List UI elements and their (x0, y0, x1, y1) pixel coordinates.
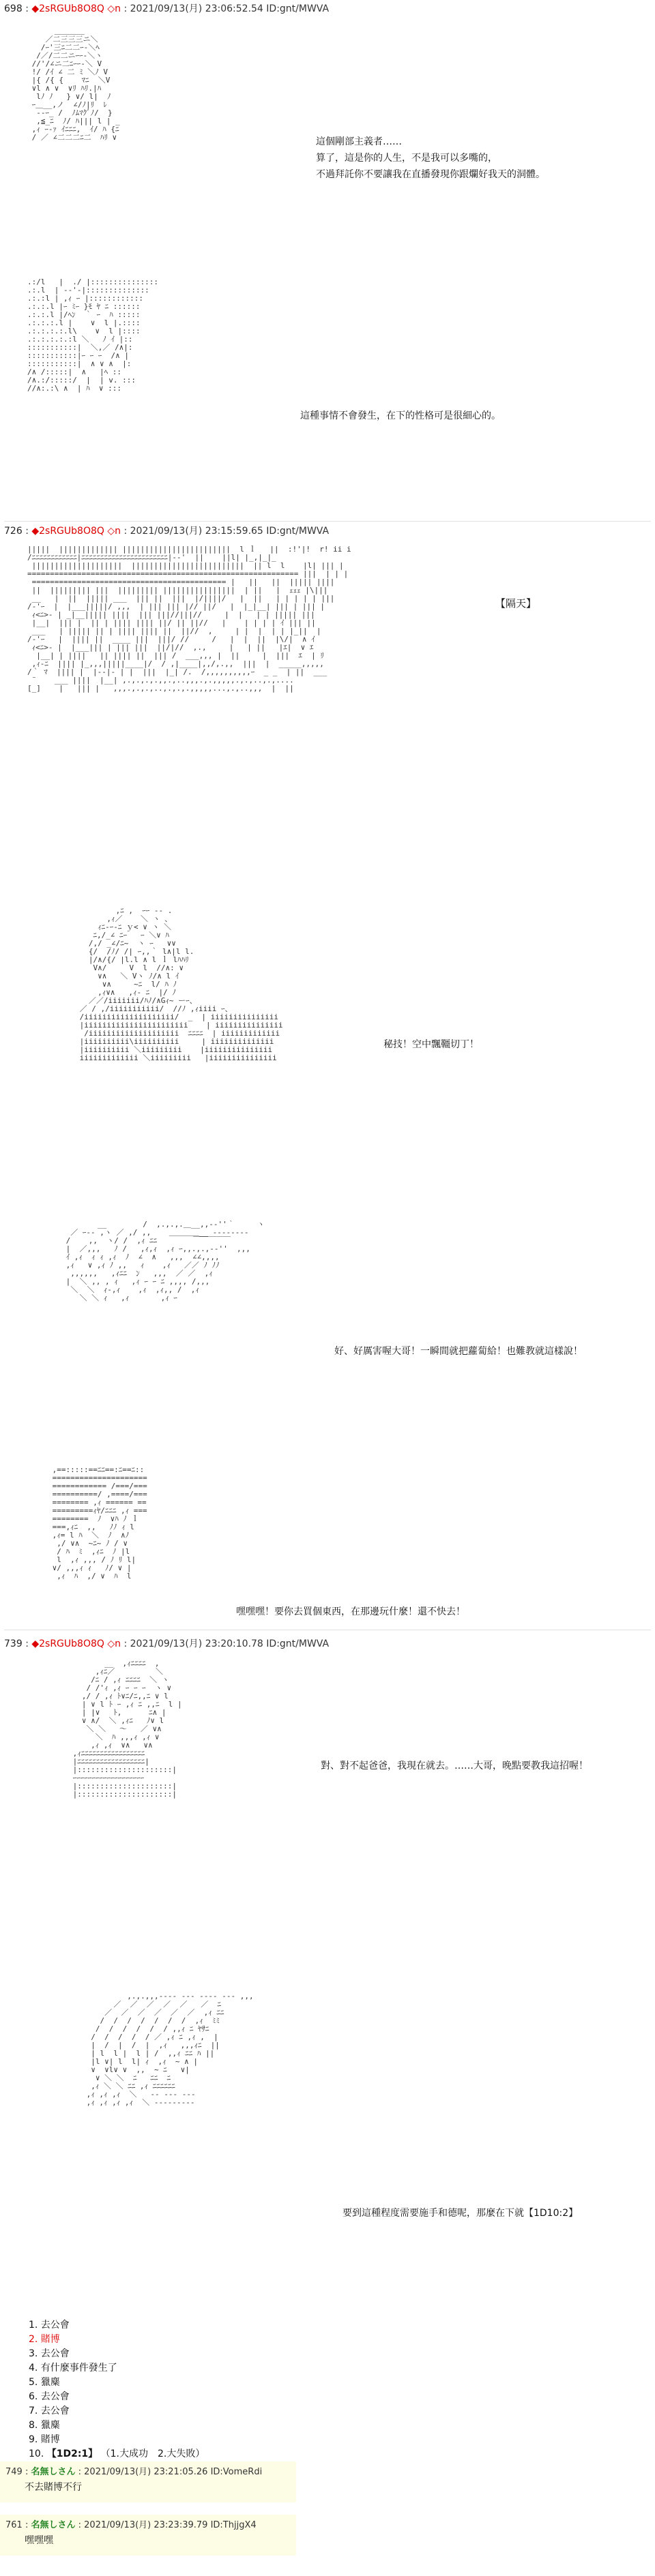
reply-body: 不去賭博不行 (25, 2482, 82, 2493)
choice-item: 5. 獵麋 (29, 2377, 60, 2388)
post-number[interactable]: 739 (4, 1638, 23, 1649)
ascii-art: __ ,ｨﾆﾆﾆﾆ , ,ｨﾆ／ ＼ /ﾆ / ,ｨ ﾆﾆﾆﾆ ＼ ヽ / /'ｨ ,ｨ ｰ ｰ ｰ ヽ ∨ ,/ / ,ｨ ﾄ∨ﾆ/ﾆ,,ﾆ ∨ l | ∨ l ﾄ ｰ ,ｨ ﾆ ,,ﾆ l | | |∨ ﾄ, ﾆ∧ | ∨ ∧/ ＼ ,ｨﾆ ﾉ∨ l ＼ ＼ ～ ／ ∨∧ ＼ ﾊ ,,,ｨ ,ｨ ∨ ,ｨ ,ｨ ∨∧ ∨∧ ,ｨﾆﾆﾆﾆﾆﾆﾆﾆﾆﾆﾆﾆﾆﾆﾆﾆﾆ |ﾆﾆﾆﾆﾆﾆﾆﾆﾆﾆﾆﾆﾆﾆﾆﾆﾆﾆ| |:::::::::::::::::::::| ｰｰｰｰｰｰｰｰｰｰｰｰｰｰｰｰｰｰｰ |:::::::::::::::::::::| |:::::::::::::::::::::| (72, 1660, 182, 1799)
choice-item: 6. 去公會 (29, 2391, 70, 2402)
reply-number[interactable]: 749 (5, 2467, 23, 2477)
reply-number[interactable]: 761 (5, 2520, 23, 2530)
dialog-line: 對、對不起爸爸，我現在就去。……大哥，晚點要教我這招喔！ (321, 1761, 588, 1771)
ascii-art: .:/l | ./ |::::::::::::::: .:.l | ‐‐'‐|:::::::::::::: .:.:l | ,ｨ ｰ |:::::::::::: .:.:.l |ｰ ﾐｰ }ﾓ ﾔ ﾆ :::::: .:.:.l |/ﾍﾝ ｀ ｰ ﾊ ::::: .:.:.:.l | ∨ l |.:::: .:.:.:.:.l\ ∨ l |:::: .:.:.:.:.:l ＼ ﾉ ｲ |:: :::::::::::| ＼,／ /∧|: :::::::::::|ｰ ｰ ｰ /∧ | :::::::::::| ∧ ∨ ∧ |: /∧ /:::::| ∧ |ﾍ :: /∧.:/:::::/ | | v. ::: //∧:.:\ ∧ | ﾊ ∨ ::: (27, 278, 159, 393)
dialog-line: 要到這種程度需要施手和德呢，那麼在下就【1D10:2】 (343, 2208, 579, 2219)
dialog-line: 秘技！空中飄韁切丁！ (383, 1039, 479, 1050)
choice-item: 7. 去公會 (29, 2406, 70, 2416)
dialog-line: 不過拜託你不要讓我在直播發現你跟爛好我天的洞體。 (316, 169, 545, 180)
ascii-art: ,==:::::==ﾆﾆ==:ﾆ==ﾆ:: ===================== ============ /===/=== ==========/ ,====/=== ======== ,ｨ ====== == =========ｨﾔ/ﾆﾆﾆ ,ｨ === ======== ﾉ ∨ﾊ ﾉ ｌ ===,ｨﾆ ,, ﾉﾉ ｨ l ,ｨ= l ﾊ ＼ ﾉ ∧ﾉ ,/ ∨∧ ~ﾆ~ ﾉ / ∨ / ﾊ ﾐ ,ｨﾆ ﾉ |l l ,ｨ ,,, / ﾉ ﾘ l| ∨/ ,,,ｨ ｨ ﾉ/ ∨ | ,ｨ ﾊ ,/ ∨ ﾊ l (52, 1466, 147, 1581)
dice-roll: 【1D2:1】 (46, 2448, 98, 2459)
dialog-line: 這種事情不會發生，在下的性格可是很細心的。 (300, 410, 501, 421)
divider (4, 521, 651, 522)
ascii-art: ,ﾆ , ｰｰ -‐ . ,ｨ／ ＼ ヽ 、 ｨﾆ‐ｰ-ﾆ ｙ< ∨ ヽ ＼ ﾆ,/_∠ ﾆｰ ｰ ＼∨ ﾊ /,/ _∠/ﾆ~ ヽ ｰ ∨∨ {/ /ﾉ/ /| ｰ,,｀ l∧|l l. |/∧/{/ |l.l ∧ l ｌ lﾊﾊﾘ V∧/ V l //∧: ∨ ∨∧ ＼ Vヽ ﾉ/∧ l ｲ ∨∧ ~ﾆ l/ ﾊ ﾉ ,ｨ∨∧ ,ｨ‐ ﾆ |/ ﾉ ／／/iiiiiii/ﾊﾉ/∧Gｨ~ ーｰ、 ／ / ,/iiiiiiiiiii/ //ﾉ ,ｨiiii ｰ、 /iiiiiiiiiiiiiiiiiiii/ _ | iiiiiiiiiiiiiii |iiiiiiiiiiiiiiiiiiiiiii | iiiiiiiiiiiiiii /iiiiiiiiiiiiiiiiiiii ﾆﾆﾆﾆ | iiiiiiiiiiiii |iiiiiiiiii\iiiiiiiiii | iiiiiiiiiiiiii |iiiiiiiiii ＼iiiiiiiii |iiiiiiiiiiiiiii iiiiiiiiiiiii ＼iiiiiiiii |iiiiiiiiiiiiiii (79, 907, 283, 1062)
choice-item: 10. (29, 2448, 44, 2459)
dialog-line: 好、好厲害喔大哥！一瞬間就把蘿蔔給！也難教就這樣說！ (334, 1346, 583, 1357)
ascii-art: __ / ,.,.,.＿__,,-‐''｀￣￣￣ヽ ／ ｰ‐‐ ,ヽ ／ ,/ ,, ＿＿＿＿__ -‐‐‐‐‐‐‐ / ,, ヽ/ / ,ｨ ﾆﾆ ￣￣￣￣￣ | ／,,, ﾉ / ,ｨ,ｨ ,ｨ ｰ,,.,.,‐‐'' ,,, ｲ ,ｨ ｨ ｨ ,ｨ ﾉ ∠ ∧ ,,, ∠∠,,,, ,ｨ ∨ ,ｨ ﾉ ,, ｨ ,ｨ ／／ ﾉ ﾉﾉ ,,,,,, ,ｨﾆﾆ ﾝ ,,, ／ ／ ,ｨ | ＼ ,, , ｨ ,ｨ ｰ ｰ ﾆ ,,,, /,,, ＼ ＼ ｨ‐,ｨ ,ｨ ,ｨ,, / ,ｨ ＼ ＼ ｨ ,ｨ ,ｨ ｰ (66, 1220, 265, 1302)
reply-header: 749 : 名無しさん : 2021/09/13(月) 23:21:05.26 ID:VomeRdi (5, 2467, 263, 2477)
choice-item: 8. 獵麋 (29, 2420, 60, 2431)
reply-datetime: 2021/09/13(月) 23:23:39.79 (84, 2520, 208, 2530)
reply-header: 761 : 名無しさん : 2021/09/13(月) 23:23:39.79 ID:ThjjgX4 (5, 2520, 257, 2530)
reply-id[interactable]: ID:ThjjgX4 (210, 2520, 257, 2530)
ascii-art: ,.,.,,,‐‐‐‐ ‐‐‐ ‐‐‐‐ ‐‐‐ ,,, ／ ／ ／ ／ ／ ／ ﾆ ／ ／ ／ ／ ／ ／ ,ｨ ﾆﾆ / / / / / / / ,ｨ ﾐﾐ / / / / / / ,,ｨ ﾆ ﾔｻﾆ / / / / / ／ ,ｨ ﾆ ,ｨ , | | / | / | ,ｨ ,,,ｨﾆ || | l l | l | / ,,ｨ ﾆﾆ ﾊ || |l ∨| l l| ｨ ,ｨ ~ ∧ | ∨ ∨l∨ ∨ ,, ~ ﾆ ∨| ∨ ＼ ＼ ﾆ ﾆﾆ ﾆ ,ｨ ＼ ＼ ﾆﾆ ,ｨ ﾆﾆﾆﾆﾆﾆ ,ｨ ,ｨ ,ｨ ＼ ‐‐ ‐‐‐ ‐‐‐ ,ｨ ,ｨ ,ｨ ,ｨ ＼ ‐‐‐‐‐‐‐‐‐ (86, 1992, 254, 2107)
post-id[interactable]: ID:gnt/MWVA (266, 3, 330, 14)
post-header: 698 : ◆2sRGUb8O8Q ◇n : 2021/09/13(月) 23:06:52.54 ID:gnt/MWVA (4, 3, 330, 14)
post-datetime: 2021/09/13(月) 23:06:52.54 (130, 3, 263, 14)
dialog-line: 算了，這是你的人生，不是我可以多嘴的， (316, 153, 497, 164)
post-header: 726 : ◆2sRGUb8O8Q ◇n : 2021/09/13(月) 23:15:59.65 ID:gnt/MWVA (4, 526, 330, 537)
reply-datetime: 2021/09/13(月) 23:21:05.26 (84, 2467, 208, 2477)
post-number[interactable]: 726 (4, 526, 23, 537)
post-number[interactable]: 698 (4, 3, 23, 14)
reply-body: 嘿嘿嘿 (25, 2535, 53, 2546)
choice-item-selected: 2. 賭博 (29, 2334, 60, 2345)
reply-749 (0, 2461, 296, 2502)
poster-name[interactable]: ◆2sRGUb8O8Q (31, 3, 104, 14)
dialog-line: 嘿嘿嘿！要你去買個東西，在那邊玩什麼！還不快去！ (236, 1606, 465, 1617)
dice-result (29, 2447, 205, 2461)
poster-name[interactable]: ◆2sRGUb8O8Q (31, 526, 104, 537)
time-label: 【隔天】 (495, 597, 537, 610)
reply-id[interactable]: ID:VomeRdi (210, 2467, 263, 2477)
post-datetime: 2021/09/13(月) 23:15:59.65 (130, 526, 263, 537)
reply-761 (0, 2515, 296, 2556)
reply-name: 名無しさん (31, 2520, 76, 2530)
post-id[interactable]: ID:gnt/MWVA (266, 1638, 330, 1649)
choice-item: 9. 賭博 (29, 2434, 60, 2445)
ascii-art: ||||| ||||||||||||| |||||||||||||||||||||||| l ｌ || :!'|! r! ii i /ﾆﾆﾆﾆﾆﾆﾆﾆﾆﾆﾆﾆ|ﾆﾆﾆﾆﾆﾆﾆﾆﾆﾆﾆﾆﾆﾆﾆﾆﾆﾆﾆﾆﾆﾆﾆ|‐‐' || ||l| |_,|_|_ |||||||||||||||||||| ||||||||||||||||||||||||| || l l |l| ||| | ============================================================ ||| | | | =========================================== | || || ||||| |||| || ||||||||| ||| ||||||||| |||||||||||||||| | || | ｪｪｪ |\||| __ | || ||||| ___ ||| || ||| |/||||/ | || | | | | | ||| /‐'ｰ | |___|||||/ ,,, | ||| ||| |// ||/ | |_|__| ||| | ||| | ｨ<ﾆ>‐ | _|__||||| |||| ||| |||//|||// | | | | ||||| ||| |__| ||| | || | |||| |||| ||/ || ||// | | | | | ｲ ||| || ___ | ||||| || | |||| |||| || ||// , | | | | | |_|| | /‐'ｰ | |||| || ____ ||| |||/ // / | | || |\/| ∧ ｲ ｨ<ﾆ>‐ | |___||| | ||| ||| ||/|// ,., | | || |ｴ| ∨ ｴ |__| | |||| || |||| || ||| / ___,,, | || | ||| ｴ | ﾘ ,ｨ‐ﾆ |||| |_,,,|||||____|/ / ,|____|,,/,.,, ||| | _____,,,,, /｀ ﾏ |||| | |‐‐|‐ | | ||| |_| /. /,,,,,,,,,,ｰ _ _ | || ___ ¨ ___ |||| |__| ,.,.,.,.,,.,..,,,.,.,,,,,.,.,..,.,.... [_] | ||| | ,,,.,.,.,..,.,.,.,,,,,...,.,..,,, | || (27, 545, 351, 693)
choice-item: 3. 去公會 (29, 2348, 70, 2359)
post-header: 739 : ◆2sRGUb8O8Q ◇n : 2021/09/13(月) 23:20:10.78 ID:gnt/MWVA (4, 1638, 330, 1649)
poster-name[interactable]: ◆2sRGUb8O8Q (31, 1638, 104, 1649)
choice-list (29, 2318, 205, 2461)
dialog-line: 這個剛部主義者…… (316, 136, 402, 147)
ascii-art: ＿＿＿＿ ／二三三三ニ＼ /ｰ'三ﾆ二二ｰ-＼ﾍ /／/二二ニｰｰ-＼ヽ //'/∠ニ二ﾆｰｰ-＼ V !/ /ｲ ∠ 二 ﾐ ＼ﾉ V |{ /{ { ﾏﾆ ＼V ∨l ∧ ∨ ∨ﾘ ﾊﾘ.|ﾊ lﾉ ﾉ } ∨/ l| ﾉ ｰ＿__,ノ ∠/ﾉ|ﾘ ﾚ ‐-ｰ_ / ﾉﾑﾏｸﾞﾉ/ } ,≦_ﾆ ﾉ/ ﾊ||| l | _ ,ｨ ｰ‐ｧ ｲﾆﾆﾆ, ｲ/ ﾊ {ﾆ / ／ ∠二二二ﾆ二 ﾊﾘ ∨ (31, 27, 120, 142)
post-datetime: 2021/09/13(月) 23:20:10.78 (130, 1638, 263, 1649)
dice-note: （1.大成功 2.大失敗） (100, 2448, 205, 2459)
choice-item: 4. 有什麼事件發生了 (29, 2363, 117, 2373)
choice-item: 1. 去公會 (29, 2320, 70, 2331)
post-id[interactable]: ID:gnt/MWVA (266, 526, 330, 537)
reply-name: 名無しさん (31, 2467, 76, 2477)
